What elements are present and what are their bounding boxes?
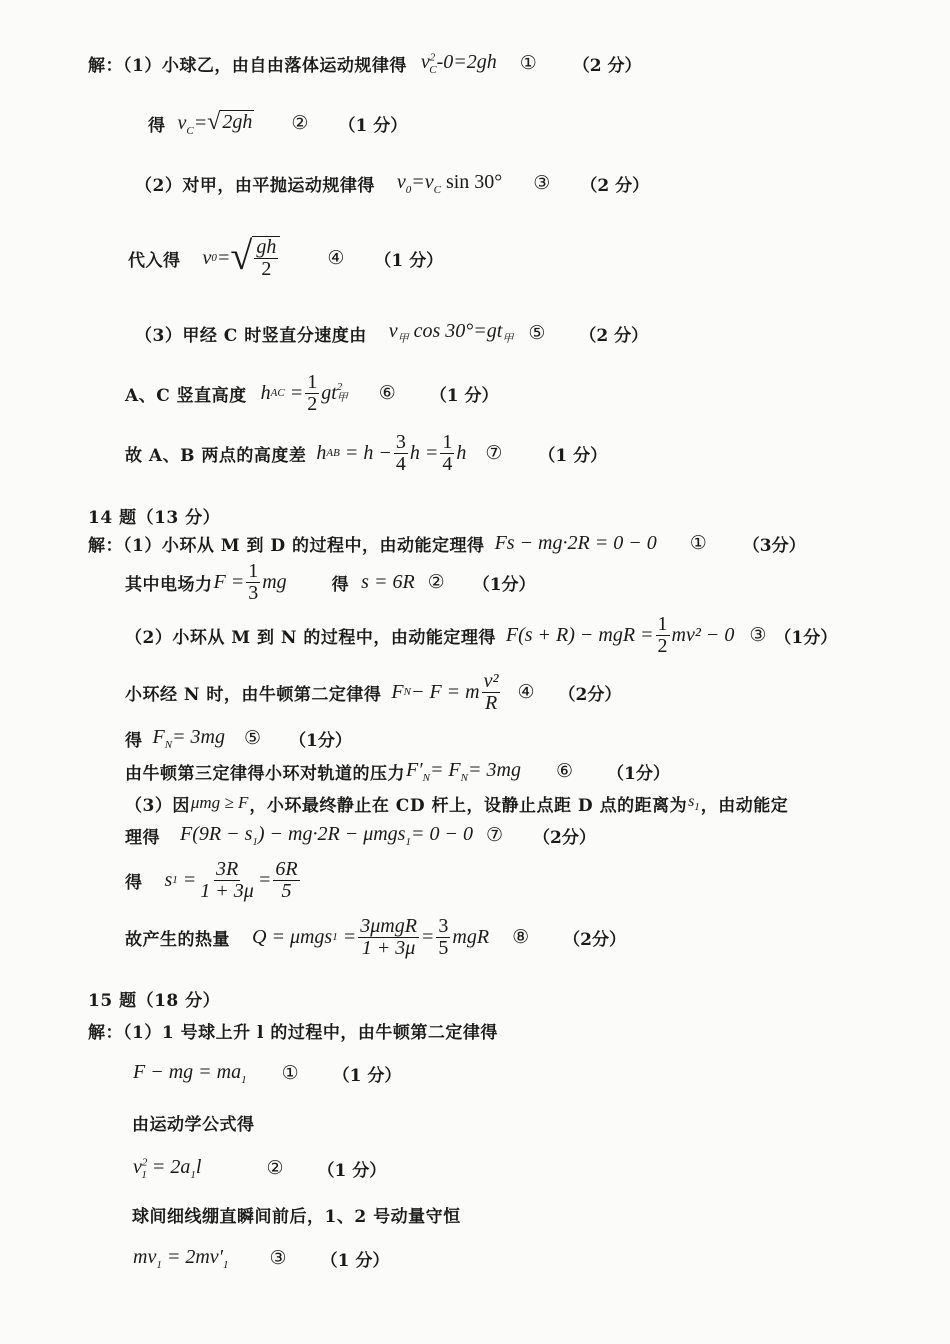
formula [252,916,489,959]
score: （1分） [472,574,536,595]
sub: 0 [211,252,217,264]
denominator: 3 [248,581,259,604]
equals: = [216,246,231,269]
equals: = [420,925,435,948]
expr: -0=2gh [436,50,497,73]
numerator: 3μmgR [360,914,417,937]
expr: F(s + R) − mgR = [505,623,654,646]
equation-marker: ③ [749,624,767,646]
denominator: 2 [657,634,668,657]
q15-line-5 [132,1194,461,1234]
formula: μmg ≥ F [190,793,249,812]
denominator: 5 [281,879,292,902]
sub: 1 [252,835,258,848]
sub: C [429,63,437,76]
text: （3）因 [125,795,190,816]
sub: 1 [223,1258,229,1271]
expr: mgR [452,925,490,948]
text: 其中电场力 [125,574,213,595]
fraction [198,859,256,902]
fraction [394,432,408,475]
numerator: 3R [215,857,239,880]
q15-line-6 [132,1238,389,1278]
q14-line-9 [125,857,303,902]
denominator: 5 [438,936,449,959]
denominator: 4 [442,452,453,475]
formula [391,671,502,714]
score: （2 分） [580,175,650,196]
q13-line-6 [125,370,499,415]
numerator: 1 [248,559,259,582]
formula [316,432,466,475]
var: h [260,381,271,404]
denominator: 2 [261,258,272,280]
sub: 1 [405,835,411,848]
formula [397,171,502,196]
expr: sin 30° [445,170,503,193]
sub: 甲 [336,392,348,404]
formula: s = 6R [361,570,415,593]
expr: = 0 − 0 [410,822,473,845]
expr: = h − [344,441,392,464]
sub: 甲 [502,333,514,345]
numerator: 1 [307,370,318,393]
var: s [164,868,173,891]
section-heading: 15 题（18 分） [88,990,221,1011]
text: ，小环最终静止在 CD 杆上，设静止点距 D 点的距离为 [249,795,688,816]
expr: h [456,441,467,464]
equation-marker: ④ [517,681,535,703]
q14-line-3 [125,612,838,657]
equation-marker: ⑦ [485,442,503,464]
var: F [391,680,404,703]
q13-line-7 [125,430,608,475]
formula [406,759,521,784]
equals: = [411,170,425,193]
q15-line-4 [132,1148,386,1188]
score: （1 分） [338,115,408,136]
score: （1 分） [374,250,444,271]
var: F [152,725,165,748]
section-heading: 14 题（13 分） [88,507,221,528]
score: （1分） [289,730,352,751]
text: 故产生的热量 [125,929,230,950]
expr: = 2mv′ [166,1245,224,1268]
score: （1 分） [332,1065,402,1086]
expr: mv² − 0 [671,623,735,646]
expr: cos 30°=gt [413,320,503,342]
formula [153,726,226,751]
fraction [246,561,260,604]
sub: 1 [141,1168,147,1181]
radicand: 2gh [222,110,253,133]
text: （2）小环从 M 到 N 的过程中，由动能定理得 [125,627,496,648]
sqrt [230,233,280,280]
fraction [358,916,419,959]
var: v [396,170,406,193]
equals: = [182,868,197,891]
sub: 1 [694,801,700,814]
var: s [688,792,695,810]
sup: 2 [141,1155,148,1168]
fraction [252,236,280,280]
text: 理得 [125,827,160,848]
q15-line-1 [88,1010,498,1050]
q14-line-8 [125,815,596,855]
score: （1 分） [320,1250,390,1271]
text: 小环经 N 时，由牛顿第二定律得 [125,684,382,705]
equation-marker: ⑤ [244,727,262,749]
q15-line-3 [132,1102,255,1142]
equation-marker: ② [427,571,445,593]
text: （3）甲经 C 时竖直分速度由 [135,325,367,346]
radical-sign: √ [230,233,253,278]
sub: 1 [172,874,178,886]
score: （1分） [774,627,838,648]
expr: = F [429,758,461,781]
var: v [388,320,398,342]
sub: AC [270,387,285,399]
text: 得 [148,115,166,136]
expr: h = [409,441,439,464]
text: （2）对甲，由平抛运动规律得 [135,175,375,196]
equation-marker: ④ [327,247,345,269]
sub: 1 [190,1168,196,1181]
q15-line-2 [132,1053,401,1093]
score: （2分） [563,929,626,950]
text: 球间细线绷直瞬间前后，1、2 号动量守恒 [132,1206,461,1227]
equation-marker: ⑤ [528,322,546,344]
formula [261,372,348,415]
equals: = [193,111,208,134]
sub: AB [326,447,340,459]
var: v [420,50,430,73]
sub: C [433,183,441,196]
sub: N [164,738,173,751]
sub: N [422,771,430,784]
score: （1分） [607,763,670,784]
equation-marker: ① [519,52,537,74]
sub: 1 [332,931,338,943]
expr: = 3mg [468,758,521,781]
numerator: 3 [395,430,406,453]
equals: = [257,868,272,891]
expr: F(9R − s [180,822,253,845]
q13-line-5 [135,313,648,353]
equals: = [342,925,357,948]
sub: 甲 [397,333,409,345]
text: 故 A、B 两点的高度差 [125,445,307,466]
sup-sub [337,382,348,404]
equation-marker: ③ [269,1247,287,1269]
equation-marker: ⑦ [485,824,503,846]
var: h [316,441,327,464]
denominator: 4 [395,452,406,475]
score: （2 分） [579,325,649,346]
expr: ) − mg·2R − μmgs [257,822,406,845]
formula [506,614,735,657]
formula [165,859,302,902]
sup: 2 [429,50,436,63]
var: v [177,111,187,134]
expr: mv [133,1245,157,1268]
formula [180,823,473,848]
expr: − F = m [410,680,480,703]
equation-marker: ② [291,112,309,134]
q13-line-4 [128,233,444,280]
numerator: 6R [275,857,298,880]
q13-line-3 [135,163,649,203]
formula [178,110,255,137]
numerator: 3 [438,914,449,937]
formula [214,561,287,604]
text: 由牛顿第三定律得小环对轨道的压力 [125,763,405,784]
fraction [436,916,450,959]
numerator: v² [483,669,499,692]
q13-line-1 [88,43,642,83]
var: l [195,1155,202,1178]
fraction [440,432,454,475]
formula [688,793,700,813]
score: （2分） [558,684,622,705]
sub: N [460,771,468,784]
expr: = 3mg [172,725,226,748]
formula [421,51,497,76]
expr: F = [213,570,245,593]
q13-line-2 [148,103,407,143]
numerator: gh [256,236,277,258]
var: v [202,246,212,269]
text: 得 [125,872,143,893]
sub: 1 [241,1073,247,1086]
formula [133,1156,201,1181]
sqrt [207,110,254,134]
denominator: 1 + 3μ [200,879,254,902]
text: 解：（1）1 号球上升 l 的过程中，由牛顿第二定律得 [88,1022,498,1043]
denominator: R [484,691,498,714]
var: v [133,1155,142,1178]
equation-marker: ⑥ [378,382,396,404]
text: 得 [125,730,143,751]
expr: mg [262,570,287,593]
sub: C [186,124,194,137]
numerator: 1 [442,430,453,453]
text: 得 [331,574,350,595]
fraction [305,372,319,415]
score: （1 分） [538,445,608,466]
var: v [424,170,434,193]
formula [202,233,281,280]
q14-line-1 [88,523,806,563]
fraction [273,859,299,902]
sub: 0 [405,183,412,196]
score: （3分） [742,535,806,556]
text: 代入得 [128,250,181,271]
text: 解：（1）小球乙，由自由落体运动规律得 [88,55,407,76]
formula [133,1246,229,1271]
expr: = 2a [151,1155,191,1178]
sub: N [403,686,411,698]
expr: F − mg = ma [133,1060,242,1083]
sub: 1 [156,1258,162,1271]
denominator: 1 + 3μ [361,936,416,959]
fraction [482,671,501,714]
equation-marker: ③ [533,172,551,194]
text: A、C 竖直高度 [125,385,247,406]
sup: 2 [336,381,343,393]
denominator: 2 [307,392,318,415]
formula [133,1061,247,1086]
expr: gt [321,381,337,404]
equation-marker: ① [689,532,707,554]
score: （2 分） [572,55,642,76]
var: F′ [406,758,423,781]
q14-line-2 [125,559,536,604]
text: 由运动学公式得 [132,1114,255,1135]
numerator: 1 [657,612,668,635]
score: （1 分） [317,1160,387,1181]
equation-marker: ② [266,1157,284,1179]
fraction [656,614,670,657]
q14-line-10 [125,914,626,959]
equation-marker: ⑧ [512,926,530,948]
radical-sign: √ [207,108,221,135]
text: ，由动能定 [700,795,789,816]
score: （2分） [533,827,596,848]
text: 解：（1）小环从 M 到 D 的过程中，由动能定理得 [88,535,485,556]
formula: Fs − mg·2R = 0 − 0 [494,531,657,554]
q14-line-4 [125,669,622,714]
expr: Q = μmgs [252,925,333,948]
formula [389,320,514,346]
equation-marker: ⑥ [555,760,573,782]
score: （1 分） [429,385,499,406]
equals: = [289,381,304,404]
equation-marker: ① [281,1062,299,1084]
